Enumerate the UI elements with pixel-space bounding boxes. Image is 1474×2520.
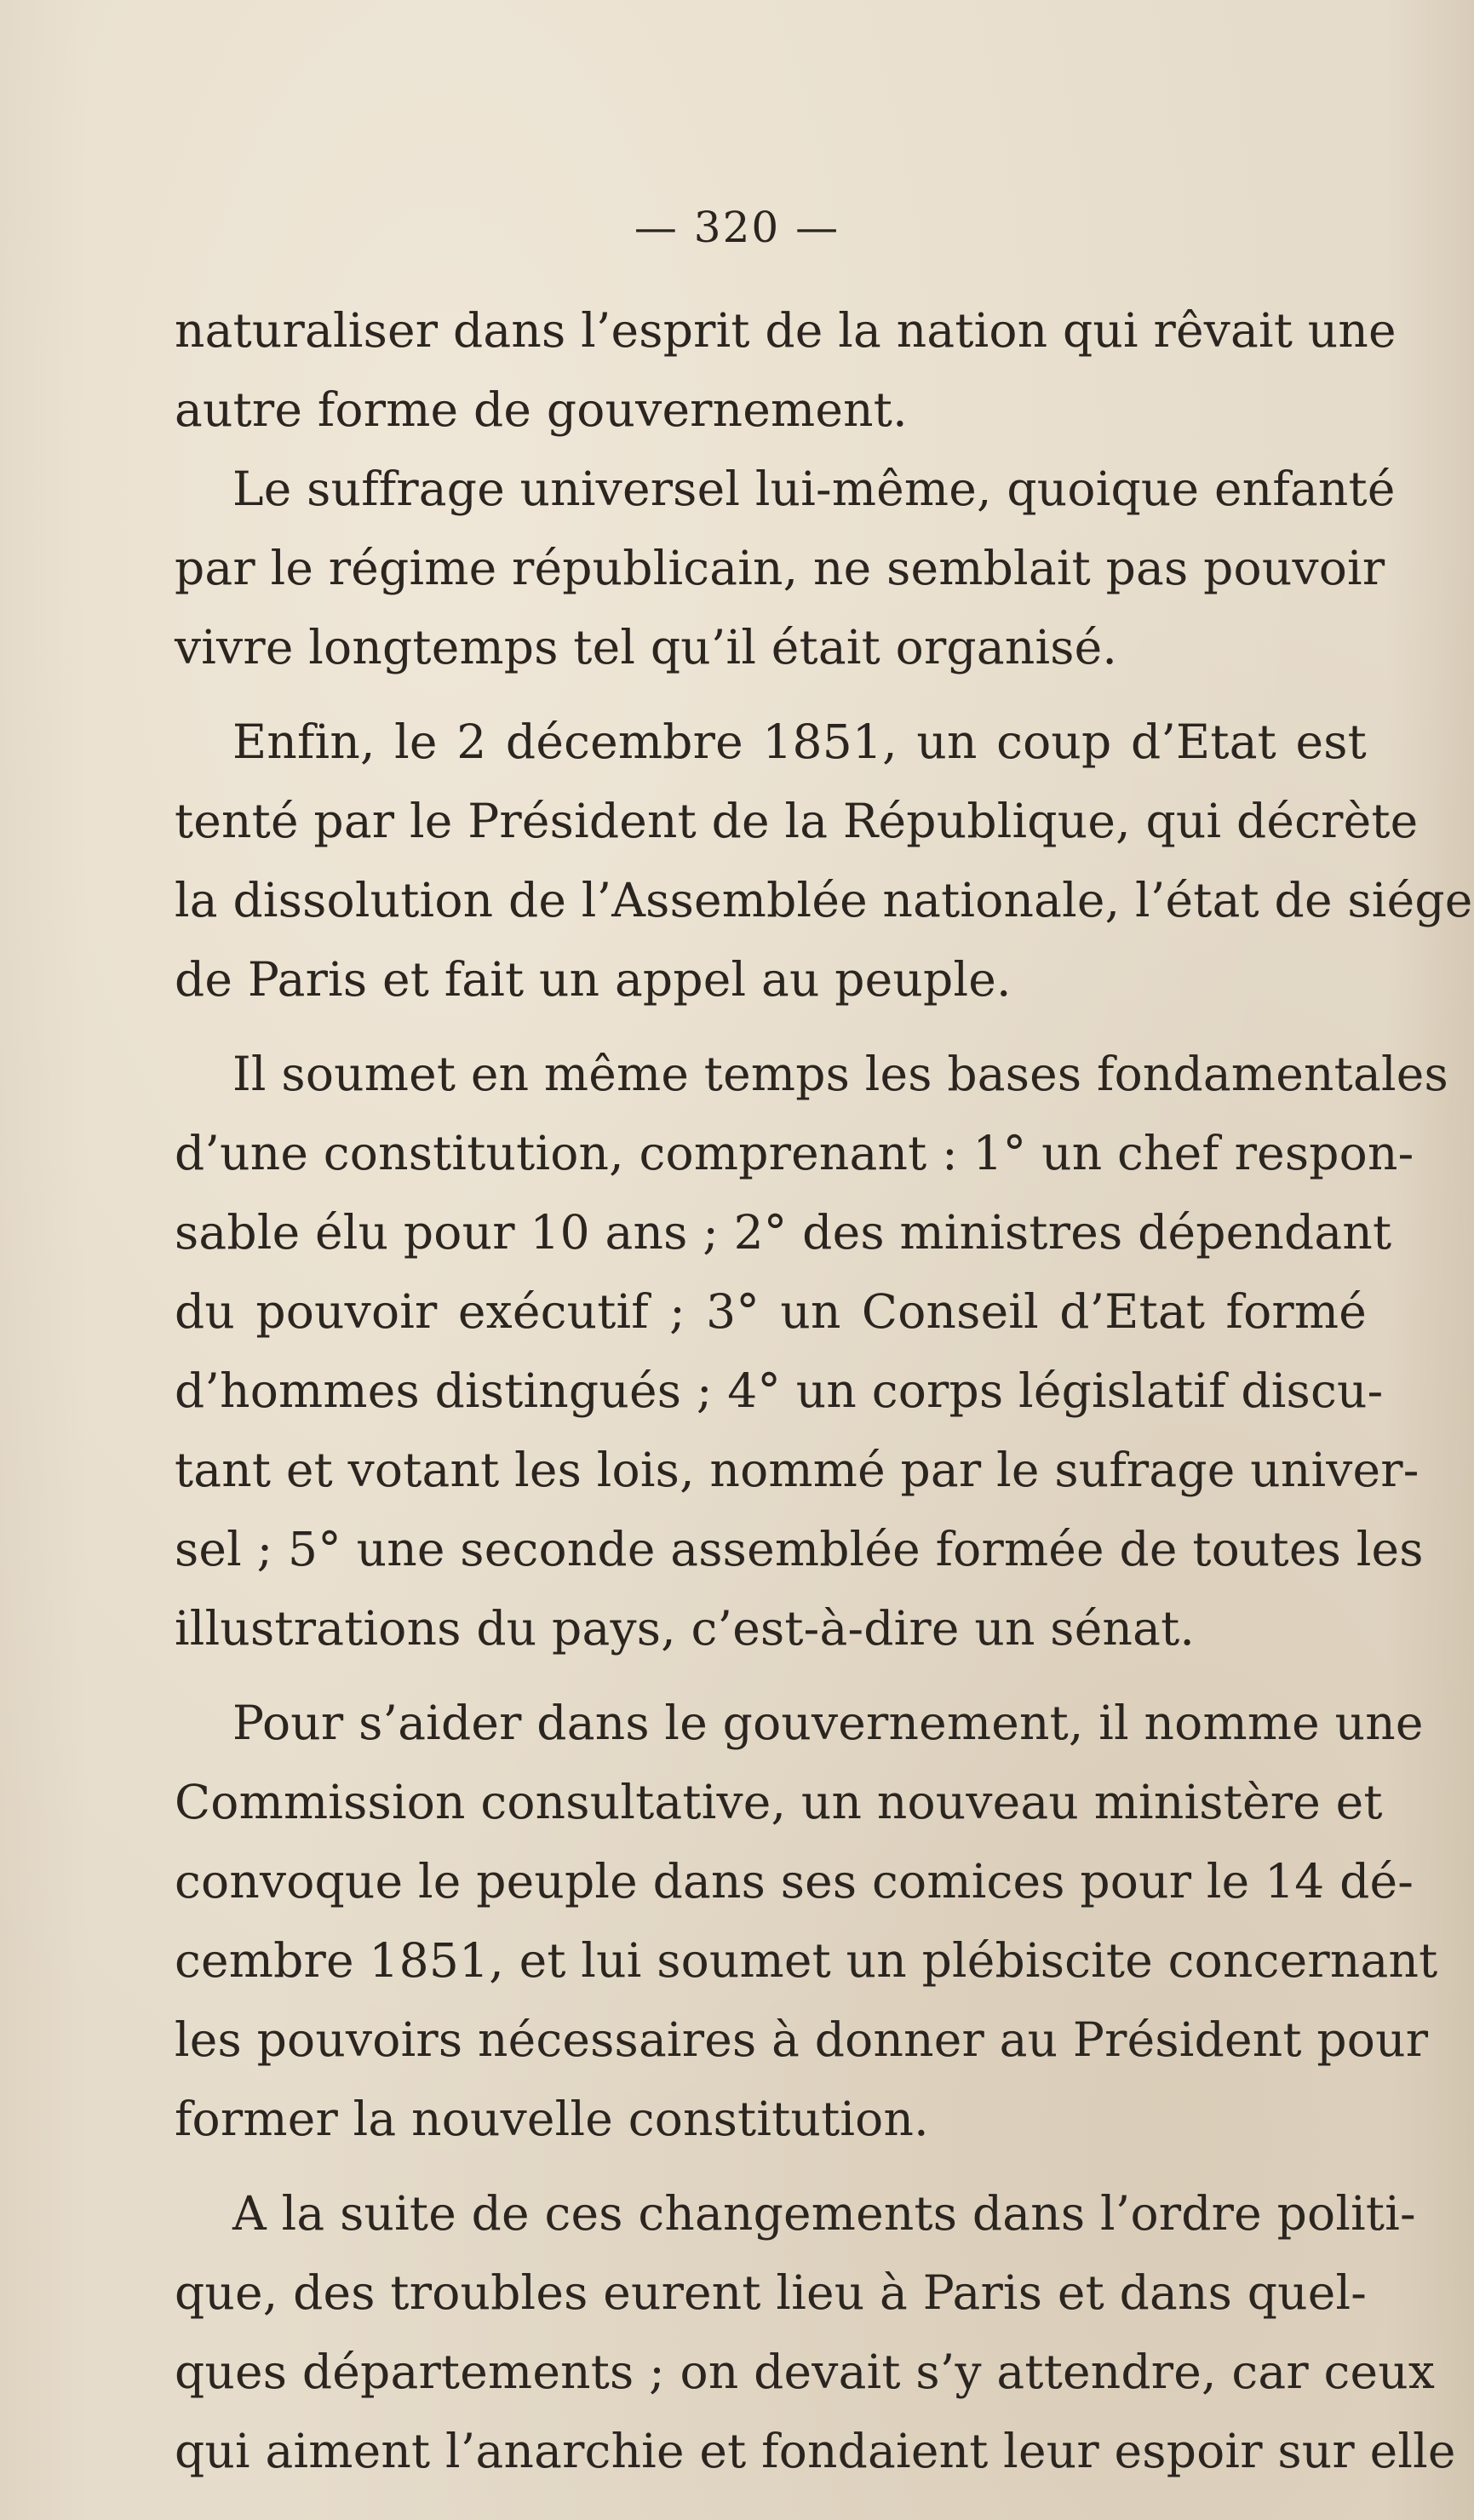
text-line: d’hommes distingués ; 4° un corps législatif discu-: [175, 1363, 1384, 1418]
paragraph-gap: [175, 687, 1367, 703]
paragraph-gap: [175, 2159, 1367, 2174]
text-line: naturaliser dans l’esprit de la nation qui rêvait une: [175, 303, 1397, 358]
text-line: vivre longtemps tel qu’il était organisé.: [175, 620, 1118, 674]
text-line: de Paris et fait un appel au peuple.: [175, 952, 1012, 1007]
text-line: tant et votant les lois, nommé par le sufrage univer-: [175, 1443, 1420, 1497]
text-line: Le suffrage universel lui-même, quoique enfanté: [232, 462, 1396, 516]
page-number: — 320 —: [634, 203, 840, 252]
paragraph-gap: [175, 1668, 1367, 1684]
paragraph-gap: [175, 1019, 1367, 1035]
text-line: du pouvoir exécutif ; 3° un Conseil d’Etat formé: [175, 1284, 1367, 1339]
text-line: les pouvoirs nécessaires à donner au Président pour: [175, 2012, 1429, 2067]
text-line: tenté par le Président de la République, qui décrète: [175, 794, 1419, 848]
text-line: qui aiment l’anarchie et fondaient leur espoir sur elle: [175, 2424, 1456, 2478]
paragraph: [175, 450, 1396, 687]
text-line: Commission consultative, un nouveau ministère et: [175, 1775, 1383, 1829]
paragraph: [175, 1035, 1448, 1668]
text-line: former la nouvelle constitution.: [175, 2092, 929, 2146]
text-line: ques départements ; on devait s’y attendre, car ceux: [175, 2345, 1436, 2399]
text-line: Enfin, le 2 décembre 1851, un coup d’Etat est: [232, 715, 1367, 769]
text-line: par le régime républicain, ne semblait pas pouvoir: [175, 541, 1385, 595]
text-line: A la suite de ces changements dans l’ordre politi-: [232, 2186, 1416, 2241]
text-line: cembre 1851, et lui soumet un plébiscite concernant: [175, 1933, 1438, 1988]
text-line: Il soumet en même temps les bases fondamentales: [232, 1047, 1448, 1101]
text-line: Pour s’aider dans le gouvernement, il nomme une: [232, 1696, 1424, 1750]
text-line: sable élu pour 10 ans ; 2° des ministres dépendant: [175, 1205, 1392, 1260]
paragraph: [175, 703, 1473, 1019]
text-line: autre forme de gouvernement.: [175, 382, 908, 437]
body-text: [175, 291, 1473, 2491]
paragraph: [175, 291, 1397, 450]
text-line: que, des troubles eurent lieu à Paris et dans quel-: [175, 2265, 1368, 2320]
text-line: d’une constitution, comprenant : 1° un chef respon-: [175, 1126, 1414, 1180]
text-line: la dissolution de l’Assemblée nationale, l’état de siége: [175, 873, 1473, 927]
text-line: illustrations du pays, c’est-à-dire un sénat.: [175, 1601, 1196, 1656]
paragraph: [175, 2174, 1456, 2491]
text-line: sel ; 5° une seconde assemblée formée de toutes les: [175, 1522, 1424, 1576]
paragraph: [175, 1684, 1438, 2159]
text-line: convoque le peuple dans ses comices pour le 14 dé-: [175, 1854, 1414, 1909]
